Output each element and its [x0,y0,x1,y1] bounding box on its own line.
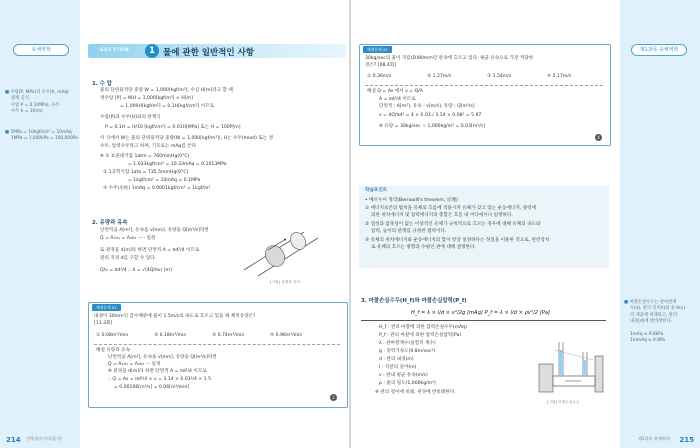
pipe-flow-figure [238,224,324,278]
left-page [0,0,349,448]
definition-line: P_f : 관의 마찰에 의한 압력손실압력(Pa) [379,333,462,338]
left-page-number: 214 [6,436,21,444]
option-3: ③ 0.74m³/min [212,333,245,338]
body-line: = 1,000H[kgf/m²] = 0.1H[kgf/cm²] 이므로 [120,104,215,109]
side-note-line: 1MPa = 1,000kPa = 100,000Pa [11,136,78,142]
option-2: ② 1.27m/s [427,74,452,79]
right-tab-label: 제1과목 유체역학 [631,44,687,56]
tip-line: ② 점성과 압축성이 없는 이상적인 유체가 규칙적으로 흐르는 경우에 대해 유체의 속도와 [365,222,541,227]
body-line: 수두, 압력수두라고 하며, 기호로는 mAq를 쓴다. [100,144,198,149]
body-line: = 1kgf/cm² = 10mAq = 0.1MPa [128,178,201,183]
solution-line: ※ 관경을 d[m]라 하면 단면적 A = πd²/4 이므로 [108,369,207,374]
example-question-source: 것은? [08.4회] [365,63,397,68]
solution-line: Q = A₁v₁ = A₂v₂ ··· 일정 [108,362,161,367]
definition-line: d : 관의 내경(m) [379,357,414,362]
option-1: ① 0.08m³/min [96,333,129,338]
definition-line: l : 직관의 길이(m) [379,365,417,370]
heading-water-pressure: 1. 수 압 [92,81,112,87]
body-line: 수압(P)과 수두(H)와의 관계식 [100,115,161,120]
side-note-line: 1MPa = 10kgf/cm² = 10mAq [10,129,72,135]
right-side-notes: ■ 마찰손실수두는 관마찰계 수(λ), 관의 길이(l)와 유속(v) 의 제곱에 비례하고, 관의 내경(d)에 반비례한다. 1mAq ≒ 9.8kPa 1mmAq ≒ 9.8Pa [624,300,696,344]
solution-line: A = πd²/4 이므로 [379,97,416,102]
solution-line: 단면적을 A[m²], 유속을 v[m/s], 유량을 Q[m³/s]라면 [108,355,217,360]
friction-loss-figure [535,336,611,398]
side-note-line: 내경(d)에 반비례한다. [630,319,673,325]
left-sidebar [0,0,80,448]
side-note-line: 의 제곱에 비례하고, 관의 [630,312,677,318]
solution-line: ※ 유량 = 30kg/sec ÷ 1,000kg/m³ = 0.03[m³/s] [379,124,485,129]
definition-note: ※ 관의 길이에 비례, 관경에 반비례한다. [375,390,456,395]
body-line: ② 1공학기압 1ata = 735.5mmHg(0°C) [103,170,189,175]
side-note-line: 1mmAq ≒ 9.8Pa [630,338,665,344]
example-box-head: 예제문제 02 [363,46,392,53]
right-sidebar [620,0,700,448]
tip-line: ① 에너지보존의 법칙을 유체의 흐름에 적용시켜 유체가 갖고 있는 운동에너지, 중력에 [365,206,537,211]
option-4: ④ 2.17m/s [547,74,572,79]
left-tab-label: 유체역학 [13,44,69,56]
side-note-line: 마찰손실수두는 관마찰계 [629,300,677,305]
section-title: 물에 관한 일반적인 사항 [163,48,254,58]
divider [365,85,603,86]
right-page [351,0,700,448]
body-line: 물의 단위용적당 중량 W = 1,000[kgf/m³], 수심 H[m]라고 할 때 [100,88,233,93]
solution-line: v = 4Q/πd² = 4 × 0.03 / 3.14 × 0.08² = 5.97 [379,113,482,118]
tip-line: 압력, 높이의 관계를 규정한 법칙이다. [371,229,447,234]
definition-line: v : 관내 평균 유속(m/s) [379,373,428,378]
body-line: 또 관경을 d[m]라 하면 단면적 A = πd²/4 이므로 [100,248,200,253]
definition-line: g : 중력가속도(9.8m/sec²) [379,349,436,354]
left-side-notes: ■ 수압(P, MPa)과 수두(h, mAq) 관계 공식 수압 P = 0.1(MPa), 수두 수두 h = 10(m) ■ 1MPa = 10kgf/cm² = 10mAq 1MPa = 1,000kPa = 100,000Pa [5,90,78,142]
option-4: ④ 0.96m³/min [270,333,303,338]
example-question-source: [11.3회] [94,321,113,326]
tip-line: • 베르누이 정리(Bernoulli's theorem, 定理) [365,198,458,203]
solution-line: 해설 Q = Av 에서 v = Q/A [367,89,423,94]
example-question: 30kg/sec의 물이 지름(D)80mm인 관속에 흐르고 있다. 평균 유속으로 가장 적당한 [365,56,534,61]
option-1: ① 0.36m/s [367,74,392,79]
option-2: ② 0.18m³/min [154,333,187,338]
heading-friction-loss: 3. 마찰손실수두(H_f)와 마찰손실압력(P_f) [361,298,467,304]
divider [361,320,606,321]
definition-line: λ : 관마찰계수(실험적 계수) [379,341,436,346]
definition-line: H_f : 관의 마찰에 의한 압력손실수두(mAq) [379,325,467,330]
right-page-number: 215 [679,436,694,444]
body-line: P = 0.1H = H/10 [kgf/cm²] = 0.01H[MPa] 또는 H = 100P[m] [105,125,241,130]
solution-line: = 0.00106[m³/s] = 0.06[m³/min] [114,385,190,390]
tip-line: ③ 유체의 위치에너지와 운동에너지의 합이 항상 일정하다는 성질을 이용한 것으로, 관련장치 [365,238,550,243]
body-line: 정수압 [P] = WH = 1,000[kgf/m³] × H[m] [100,96,193,101]
definition-line: ρ : 물의 밀도(1,000kg/m³) [379,381,436,386]
body-line: ③ 수주(水柱) 1mAq = 0.0001kgf/cm² = 1kgf/m² [103,186,211,191]
section-number: 1 [145,44,159,58]
side-note-line: 수두 h = 10(m) [11,109,43,115]
solution-line: 해설 유량과 유속 [96,348,130,353]
left-book-title: 건축설비기사(필기) [26,436,62,441]
side-note-line: 1mAq ≒ 9.8kPa [630,331,664,337]
answer-badge: 2 [330,394,337,401]
example-box-head: 예제문제 01 [92,304,121,311]
figure-caption: [그림] 유량과 유속 [270,280,301,284]
body-line: 이 식에서 W는 물의 단위용적당 중량(W = 1,000[kgf/m³]), H는 수두(head) 또는 정 [100,136,274,141]
body-line: 단면적을 A[m²], 유속을 v[m/s], 유량을 Q[m³/s]라면 [100,228,209,233]
tip-title: 학습포인트 [365,188,388,193]
right-chapter-label: 제1과목 유체역학 [637,436,670,441]
body-line: Q/v = πd²/4 ∴ d = √(4Q/πv) [m] [100,268,172,273]
section-word: SECTION [100,48,130,53]
option-3: ③ 1.54m/s [487,74,512,79]
solution-line: 단면적 : A[m²], 유속 : v[m/s], 유량 : Q[m³/s] [379,104,475,109]
tip-line: 로 유체의 흐르는 방향과 수평인 관에 대해 설명한다. [371,245,476,250]
answer-badge: 4 [595,134,602,141]
side-note-line: 수(λ), 관의 길이(l)와 유속(v) [630,306,686,312]
side-note-line: 수압(P, MPa)과 수두(h, mAq) [10,90,69,95]
divider [94,344,340,345]
side-note-line: 수압 P = 0.1(MPa), 수두 [11,102,60,108]
example-question: 내경이 30mm인 급수배관에 물이 1.5m/s의 속도로 흐르고 있을 때 체적유량은? [94,314,256,319]
side-note-line: 관계 공식 [11,96,29,102]
tip-line: 의한 위치에너지 및 압력에너지의 총합은 흐름 내 어디에서나 일정하다. [371,213,513,218]
solution-line: ∴ Q = Av = πd²/4 × v = 3.14 × 0.03²/4 × 1.5 [108,377,211,382]
figure-caption: [그림] 마찰손실수두 [547,400,580,404]
body-line: Q = A₁v₁ = A₂v₂ ····· 일정 [100,236,156,241]
body-line: ※ ① 표준대기압 1atm = 760mmHg(0°C) [100,154,190,159]
body-line: 관의 직경 d를 구할 수 있다. [100,256,157,261]
heading-flow-rate: 2. 유량과 유속 [92,220,128,226]
body-line: = 1.033kgf/cm² = 10.33mAq = 0.1013MPa [128,162,227,167]
friction-formula: H_f = λ × l/d × v²/2g [mAq] P_f = λ × l/d × ρv²/2 [Pa] [411,310,551,316]
